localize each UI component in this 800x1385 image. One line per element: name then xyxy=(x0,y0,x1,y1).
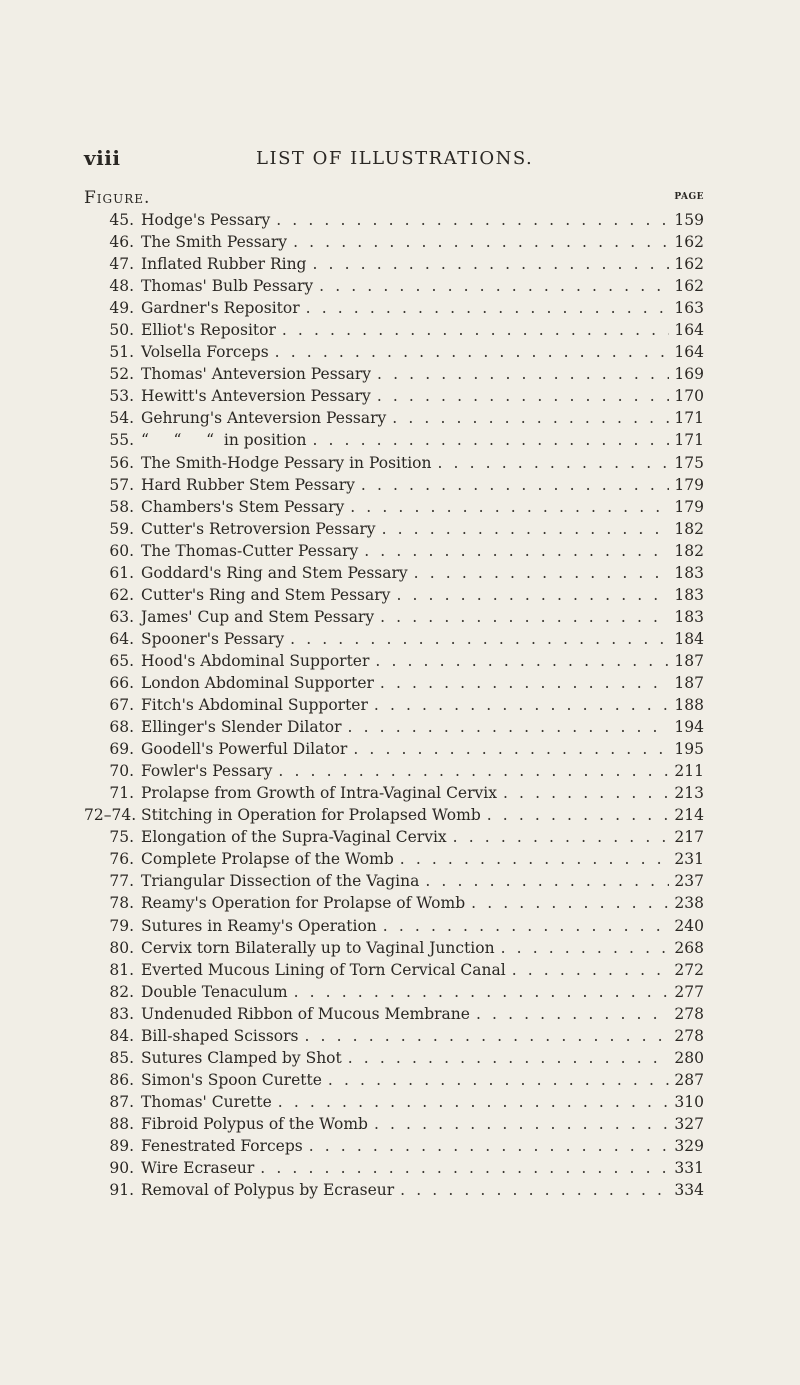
figure-title: Hard Rubber Stem Pessary xyxy=(141,475,355,494)
figure-title: Prolapse from Growth of Intra-Vaginal Cervix xyxy=(141,784,497,803)
dot-leader xyxy=(312,255,669,273)
page-reference: 240 xyxy=(674,916,704,935)
figure-title: Cutter's Retroversion Pessary xyxy=(141,519,376,538)
figure-title: Inflated Rubber Ring xyxy=(141,255,307,274)
list-item xyxy=(84,564,704,586)
list-item xyxy=(84,299,704,321)
list-item xyxy=(84,365,704,387)
dot-leader xyxy=(260,1159,669,1177)
figure-number: 46. xyxy=(109,233,134,252)
list-item xyxy=(84,894,704,916)
page-reference: 329 xyxy=(674,1136,704,1155)
figure-number: 69. xyxy=(109,740,134,759)
list-item xyxy=(84,1049,704,1071)
page-reference: 327 xyxy=(674,1114,704,1133)
dot-leader xyxy=(414,564,670,582)
page-reference: 162 xyxy=(674,255,704,274)
list-item xyxy=(84,1093,704,1115)
list-item xyxy=(84,762,704,784)
dot-leader xyxy=(328,1071,670,1089)
figure-title: Thomas' Anteversion Pessary xyxy=(141,365,372,384)
figure-number: 71. xyxy=(109,784,134,803)
figure-number: 62. xyxy=(109,585,134,604)
figure-number: 64. xyxy=(109,629,134,648)
figure-title: Thomas' Bulb Pessary xyxy=(141,277,314,296)
page-reference: 162 xyxy=(674,233,704,252)
page-reference: 171 xyxy=(674,409,704,428)
running-title: LIST OF ILLUSTRATIONS. xyxy=(256,148,534,169)
figure-number: 77. xyxy=(109,872,134,891)
figure-title: Spooner's Pessary xyxy=(141,629,285,648)
figure-number: 50. xyxy=(109,321,134,340)
figure-number: 67. xyxy=(109,696,134,715)
dot-leader xyxy=(396,586,669,604)
figure-title: Elongation of the Supra-Vaginal Cervix xyxy=(141,828,447,847)
figure-number: 54. xyxy=(109,409,134,428)
page-reference: 159 xyxy=(674,211,704,229)
figure-number: 66. xyxy=(109,673,134,692)
page-reference: 182 xyxy=(674,519,704,538)
running-head xyxy=(84,146,704,174)
dot-leader xyxy=(361,476,670,494)
figure-number: 90. xyxy=(109,1159,134,1178)
dot-leader xyxy=(309,1137,670,1155)
illustration-list xyxy=(84,211,704,1203)
page-reference: 231 xyxy=(674,850,704,869)
figure-title: Goodell's Powerful Dilator xyxy=(141,740,348,759)
figure-number: 57. xyxy=(109,475,134,494)
dot-leader xyxy=(304,1027,669,1045)
figure-number: 52. xyxy=(109,365,134,384)
figure-number: 78. xyxy=(109,894,134,913)
list-item xyxy=(84,454,704,476)
dot-leader xyxy=(438,454,670,472)
dot-leader xyxy=(312,431,669,449)
figure-title: Cervix torn Bilaterally up to Vaginal Junction xyxy=(141,938,495,957)
dot-leader xyxy=(374,696,670,714)
list-item xyxy=(84,1137,704,1159)
list-item xyxy=(84,586,704,608)
dot-leader xyxy=(380,608,669,626)
figure-title: Elliot's Repositor xyxy=(141,321,276,340)
dot-leader xyxy=(290,630,669,648)
page-reference: 278 xyxy=(674,1026,704,1045)
page-reference: 268 xyxy=(674,938,704,957)
figure-title: Fenestrated Forceps xyxy=(141,1136,303,1155)
list-item xyxy=(84,608,704,630)
figure-number: 85. xyxy=(109,1048,134,1067)
page-reference: 278 xyxy=(674,1004,704,1023)
list-item xyxy=(84,1115,704,1137)
dot-leader xyxy=(425,872,669,890)
figure-number: 55. xyxy=(109,431,134,450)
page-reference: 214 xyxy=(674,806,704,825)
figure-title: Reamy's Operation for Prolapse of Womb xyxy=(141,894,466,913)
figure-title: Gehrung's Anteversion Pessary xyxy=(141,409,387,428)
list-item xyxy=(84,431,704,453)
list-item xyxy=(84,1005,704,1027)
dot-leader xyxy=(374,1115,669,1133)
figure-number: 72–74. xyxy=(84,806,137,825)
figure-title: Hodge's Pessary xyxy=(141,211,271,229)
figure-title: Sutures in Reamy's Operation xyxy=(141,916,377,935)
figure-title: Bill-shaped Scissors xyxy=(141,1026,299,1045)
page-reference: 163 xyxy=(674,299,704,318)
dot-leader xyxy=(503,784,669,802)
figure-number: 88. xyxy=(109,1114,134,1133)
figure-title: Stitching in Operation for Prolapsed Womb xyxy=(141,806,481,825)
figure-number: 84. xyxy=(109,1026,134,1045)
figure-title: Goddard's Ring and Stem Pessary xyxy=(141,563,408,582)
figure-title: Everted Mucous Lining of Torn Cervical Canal xyxy=(141,960,506,979)
list-item xyxy=(84,387,704,409)
list-item xyxy=(84,1071,704,1093)
page-reference: 213 xyxy=(674,784,704,803)
figure-number: 51. xyxy=(109,343,134,362)
figure-number: 59. xyxy=(109,519,134,538)
list-item xyxy=(84,652,704,674)
dot-leader xyxy=(364,542,669,560)
dot-leader xyxy=(382,520,670,538)
page-reference: 287 xyxy=(674,1070,704,1089)
dot-leader xyxy=(306,299,670,317)
dot-leader xyxy=(275,343,670,361)
figure-title: “ “ “ in position xyxy=(141,431,307,450)
figure-title: Thomas' Curette xyxy=(141,1092,272,1111)
dot-leader xyxy=(319,277,669,295)
dot-leader xyxy=(375,652,669,670)
page-reference: 162 xyxy=(674,277,704,296)
page-reference: 334 xyxy=(674,1181,704,1200)
list-item xyxy=(84,233,704,255)
figure-number: 65. xyxy=(109,651,134,670)
figure-title: Simon's Spoon Curette xyxy=(141,1070,322,1089)
page-reference: 280 xyxy=(674,1048,704,1067)
dot-leader xyxy=(278,762,669,780)
figure-column-label: Figure. xyxy=(84,188,151,208)
figure-number: 86. xyxy=(109,1070,134,1089)
figure-title: The Smith-Hodge Pessary in Position xyxy=(141,453,432,472)
list-item xyxy=(84,321,704,343)
list-item xyxy=(84,850,704,872)
dot-leader xyxy=(377,365,669,383)
list-item xyxy=(84,476,704,498)
figure-number: 91. xyxy=(109,1181,134,1200)
list-item xyxy=(84,696,704,718)
page-reference: 164 xyxy=(674,321,704,340)
figure-title: Fitch's Abdominal Supporter xyxy=(141,696,368,715)
figure-title: Chambers's Stem Pessary xyxy=(141,497,345,516)
figure-title: Gardner's Repositor xyxy=(141,299,300,318)
page-reference: 179 xyxy=(674,497,704,516)
list-item xyxy=(84,1159,704,1181)
page-reference: 277 xyxy=(674,982,704,1001)
page-reference: 238 xyxy=(674,894,704,913)
dot-leader xyxy=(278,1093,670,1111)
dot-leader xyxy=(512,961,670,979)
figure-number: 49. xyxy=(109,299,134,318)
list-item xyxy=(84,630,704,652)
figure-title: London Abdominal Supporter xyxy=(141,673,374,692)
figure-number: 53. xyxy=(109,387,134,406)
page-reference: 169 xyxy=(674,365,704,384)
figure-title: Removal of Polypus by Ecraseur xyxy=(141,1181,395,1200)
figure-number: 80. xyxy=(109,938,134,957)
figure-title: Volsella Forceps xyxy=(141,343,269,362)
figure-title: Fowler's Pessary xyxy=(141,762,273,781)
dot-leader xyxy=(400,1181,669,1199)
list-item xyxy=(84,1181,704,1203)
figure-number: 63. xyxy=(109,607,134,626)
page-reference: 211 xyxy=(674,762,704,781)
figure-number: 89. xyxy=(109,1136,134,1155)
page-reference: 195 xyxy=(674,740,704,759)
list-item xyxy=(84,718,704,740)
figure-number: 82. xyxy=(109,982,134,1001)
page-reference: 217 xyxy=(674,828,704,847)
figure-title: Hood's Abdominal Supporter xyxy=(141,651,370,670)
dot-leader xyxy=(348,1049,670,1067)
list-item xyxy=(84,211,704,233)
list-item xyxy=(84,343,704,365)
list-item xyxy=(84,872,704,894)
page-reference: 170 xyxy=(674,387,704,406)
figure-number: 61. xyxy=(109,563,134,582)
dot-leader xyxy=(380,674,670,692)
figure-title: Complete Prolapse of the Womb xyxy=(141,850,394,869)
list-item xyxy=(84,409,704,431)
list-item xyxy=(84,740,704,762)
page-reference: 183 xyxy=(674,563,704,582)
figure-title: Undenuded Ribbon of Mucous Membrane xyxy=(141,1004,470,1023)
dot-leader xyxy=(293,233,669,251)
figure-number: 60. xyxy=(109,541,134,560)
list-item xyxy=(84,520,704,542)
page-reference: 164 xyxy=(674,343,704,362)
column-headings xyxy=(84,188,704,210)
figure-number: 68. xyxy=(109,718,134,737)
dot-leader xyxy=(453,828,670,846)
list-item xyxy=(84,828,704,850)
dot-leader xyxy=(282,321,670,339)
figure-title: The Thomas-Cutter Pessary xyxy=(141,541,359,560)
dot-leader xyxy=(276,211,669,229)
dot-leader xyxy=(377,387,670,405)
list-item xyxy=(84,961,704,983)
figure-title: James' Cup and Stem Pessary xyxy=(141,607,375,626)
page-reference: 188 xyxy=(674,696,704,715)
page-reference: 187 xyxy=(674,651,704,670)
page-reference: 175 xyxy=(674,453,704,472)
list-item xyxy=(84,983,704,1005)
page-column-label: PAGE xyxy=(674,192,704,202)
figure-title: Double Tenaculum xyxy=(141,982,288,1001)
list-item xyxy=(84,542,704,564)
list-item xyxy=(84,784,704,806)
figure-title: Hewitt's Anteversion Pessary xyxy=(141,387,371,406)
page-reference: 331 xyxy=(674,1159,704,1178)
figure-number: 75. xyxy=(109,828,134,847)
figure-title: Triangular Dissection of the Vagina xyxy=(141,872,420,891)
page-reference: 272 xyxy=(674,960,704,979)
list-item xyxy=(84,1027,704,1049)
dot-leader xyxy=(476,1005,669,1023)
figure-number: 79. xyxy=(109,916,134,935)
dot-leader xyxy=(487,806,670,824)
page-number: viii xyxy=(84,146,121,170)
dot-leader xyxy=(471,894,669,912)
dot-leader xyxy=(350,498,669,516)
figure-number: 45. xyxy=(109,211,134,229)
dot-leader xyxy=(392,409,669,427)
page-reference: 194 xyxy=(674,718,704,737)
page-reference: 237 xyxy=(674,872,704,891)
figure-number: 87. xyxy=(109,1092,134,1111)
list-item xyxy=(84,255,704,277)
figure-number: 47. xyxy=(109,255,134,274)
figure-number: 70. xyxy=(109,762,134,781)
list-item xyxy=(84,277,704,299)
figure-title: Cutter's Ring and Stem Pessary xyxy=(141,585,391,604)
list-item xyxy=(84,917,704,939)
list-item xyxy=(84,674,704,696)
page-reference: 187 xyxy=(674,673,704,692)
page-reference: 179 xyxy=(674,475,704,494)
dot-leader xyxy=(353,740,669,758)
page-reference: 182 xyxy=(674,541,704,560)
dot-leader xyxy=(383,917,670,935)
figure-title: Wire Ecraseur xyxy=(141,1159,255,1178)
dot-leader xyxy=(501,939,670,957)
page-reference: 171 xyxy=(674,431,704,450)
figure-number: 76. xyxy=(109,850,134,869)
figure-title: Sutures Clamped by Shot xyxy=(141,1048,342,1067)
figure-number: 83. xyxy=(109,1004,134,1023)
list-item xyxy=(84,939,704,961)
dot-leader xyxy=(348,718,670,736)
figure-number: 56. xyxy=(109,453,134,472)
dot-leader xyxy=(400,850,670,868)
page-reference: 183 xyxy=(674,585,704,604)
figure-title: Ellinger's Slender Dilator xyxy=(141,718,342,737)
figure-number: 81. xyxy=(109,960,134,979)
figure-title: Fibroid Polypus of the Womb xyxy=(141,1114,368,1133)
page-reference: 310 xyxy=(674,1092,704,1111)
page-reference: 183 xyxy=(674,607,704,626)
page-reference: 184 xyxy=(674,629,704,648)
list-item xyxy=(84,806,704,828)
figure-title: The Smith Pessary xyxy=(141,233,288,252)
list-item xyxy=(84,498,704,520)
figure-number: 48. xyxy=(109,277,134,296)
dot-leader xyxy=(294,983,670,1001)
figure-number: 58. xyxy=(109,497,134,516)
